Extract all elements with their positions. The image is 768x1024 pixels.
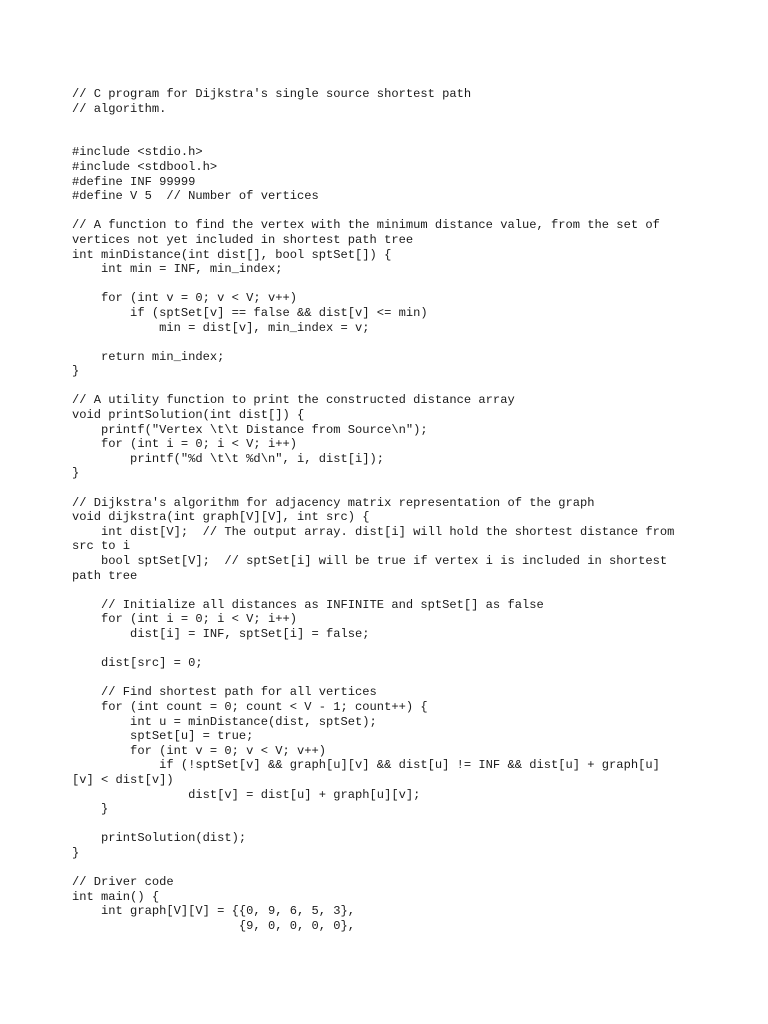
- code-line: [72, 583, 712, 598]
- code-line: [72, 131, 712, 146]
- code-line: [72, 116, 712, 131]
- code-line: [72, 817, 712, 832]
- code-line: min = dist[v], min_index = v;: [72, 320, 370, 335]
- code-line: [v] < dist[v]): [72, 772, 174, 787]
- code-line: #include <stdio.h>: [72, 145, 203, 160]
- code-line: {9, 0, 0, 0, 0},: [72, 918, 356, 933]
- code-line: int min = INF, min_index;: [72, 262, 283, 277]
- code-line: printSolution(dist);: [72, 831, 247, 846]
- code-line: for (int i = 0; i < V; i++): [72, 437, 297, 452]
- code-line: bool sptSet[V]; // sptSet[i] will be true if vertex i is included in shortest: [72, 554, 668, 568]
- code-line: }: [72, 845, 80, 860]
- code-line: [72, 671, 712, 686]
- code-line: for (int v = 0; v < V; v++): [72, 743, 327, 758]
- code-line: int graph[V][V] = {{0, 9, 6, 5, 3},: [72, 904, 356, 919]
- code-line: if (!sptSet[v] && graph[u][v] && dist[u] != INF && dist[u] + graph[u]: [72, 758, 660, 773]
- code-line: return min_index;: [72, 349, 225, 364]
- code-line: void dijkstra(int graph[V][V], int src) {: [72, 510, 370, 525]
- code-line: int minDistance(int dist[], bool sptSet[]) {: [72, 247, 392, 262]
- code-line: // Driver code: [72, 875, 174, 890]
- code-line: int u = minDistance(dist, sptSet);: [72, 714, 377, 729]
- code-line: printf("Vertex \t\t Distance from Source\n");: [72, 422, 428, 437]
- code-line: }: [72, 802, 109, 817]
- code-line: // Find shortest path for all vertices: [72, 685, 377, 700]
- code-line: dist[src] = 0;: [72, 656, 203, 671]
- code-line: #define V 5 // Number of vertices: [72, 189, 319, 204]
- code-line: src to i: [72, 539, 131, 554]
- code-line: [72, 379, 712, 394]
- code-listing: [72, 87, 712, 933]
- code-line: // C program for Dijkstra's single source shortest path: [72, 87, 472, 101]
- code-line: sptSet[u] = true;: [72, 729, 254, 744]
- code-line: for (int i = 0; i < V; i++): [72, 612, 297, 627]
- code-line: // Initialize all distances as INFINITE and sptSet[] as false: [72, 597, 544, 612]
- code-line: vertices not yet included in shortest path tree: [72, 232, 414, 247]
- code-line: int main() {: [72, 889, 160, 904]
- code-line: // algorithm.: [72, 101, 167, 116]
- code-line: [72, 860, 712, 875]
- code-line: [72, 335, 712, 350]
- code-line: // A function to find the vertex with the minimum distance value, from the set of: [72, 218, 660, 233]
- code-line: #define INF 99999: [72, 174, 196, 189]
- code-line: path tree: [72, 568, 138, 583]
- code-line: }: [72, 466, 80, 481]
- code-line: // Dijkstra's algorithm for adjacency matrix representation of the graph: [72, 495, 595, 510]
- code-line: [72, 642, 712, 657]
- code-line: [72, 204, 712, 219]
- code-line: int dist[V]; // The output array. dist[i] will hold the shortest distance from: [72, 524, 675, 539]
- code-line: dist[i] = INF, sptSet[i] = false;: [72, 626, 370, 641]
- code-line: for (int v = 0; v < V; v++): [72, 291, 297, 306]
- code-line: void printSolution(int dist[]) {: [72, 408, 305, 423]
- code-line: for (int count = 0; count < V - 1; count++) {: [72, 699, 428, 714]
- code-line: // A utility function to print the constructed distance array: [72, 393, 515, 408]
- code-line: dist[v] = dist[u] + graph[u][v];: [72, 787, 421, 802]
- code-line: [72, 277, 712, 292]
- code-line: #include <stdbool.h>: [72, 159, 218, 174]
- code-line: printf("%d \t\t %d\n", i, dist[i]);: [72, 451, 385, 466]
- code-line: [72, 481, 712, 496]
- code-line: if (sptSet[v] == false && dist[v] <= min): [72, 305, 428, 320]
- code-line: }: [72, 364, 80, 379]
